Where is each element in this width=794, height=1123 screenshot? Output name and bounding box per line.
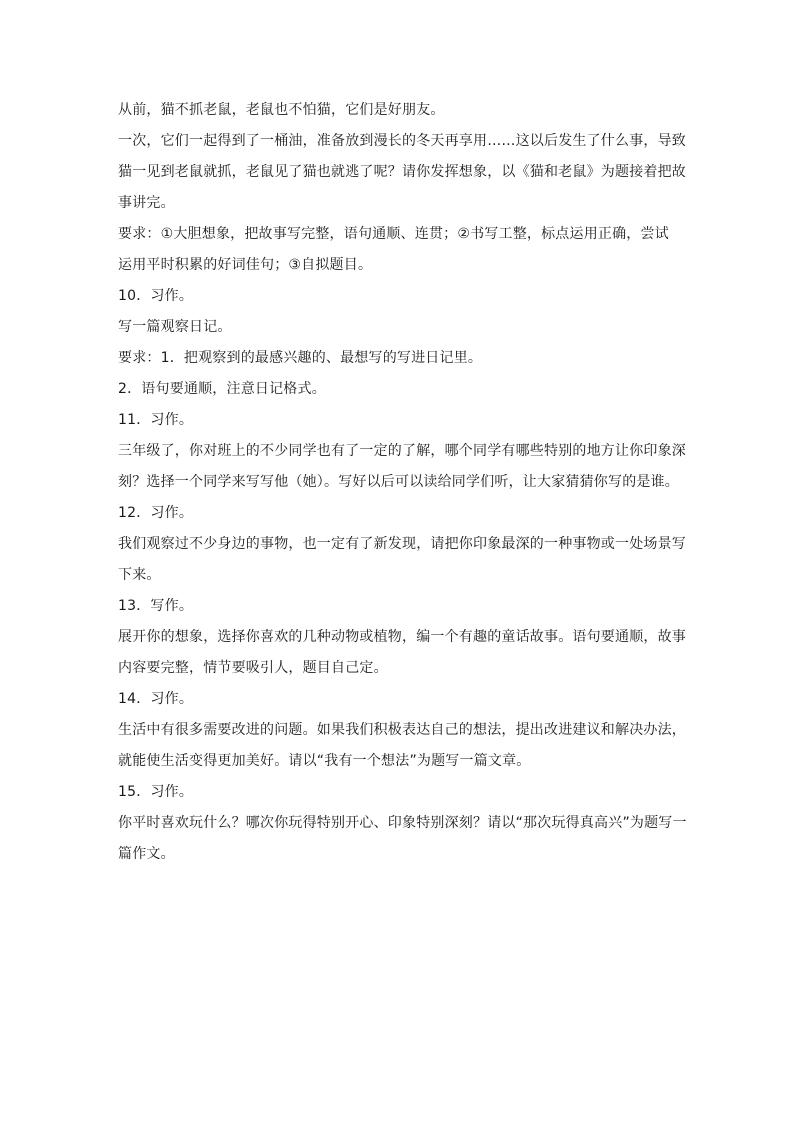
text-line: 三年级了，你对班上的不少同学也有了一定的了解，哪个同学有哪些特别的地方让你印象深: [118, 443, 686, 459]
text-line: 刻？选择一个同学来写写他（她）。写好以后可以读给同学们听，让大家猜猜你写的是谁。: [118, 474, 679, 490]
text-line: 要求：1．把观察到的最感兴趣的、最想写的写进日记里。: [118, 350, 483, 366]
text-line: 运用平时积累的好词佳句；③自拟题目。: [118, 257, 373, 273]
text-line: 下来。: [118, 567, 161, 583]
question-heading: 14．习作。: [118, 691, 194, 707]
question-heading: 11．习作。: [118, 412, 194, 428]
text-line: 事讲完。: [118, 195, 175, 211]
text-line: 2．语句要通顺，注意日记格式。: [118, 381, 326, 397]
text-line: 我们观察过不少身边的事物，也一定有了新发现，请把你印象最深的一种事物或一处场景写: [118, 536, 686, 552]
text-line: 写一篇观察日记。: [118, 319, 232, 335]
text-line: 生活中有很多需要改进的问题。如果我们积极表达自己的想法，提出改进建议和解决办法，: [118, 722, 686, 738]
text-line: 要求：①大胆想象，把故事写完整，语句通顺、连贯；②书写工整，标点运用正确，尝试: [118, 226, 669, 242]
text-line: 一次，它们一起得到了一桶油，准备放到漫长的冬天再享用……这以后发生了什么事，导致: [118, 133, 686, 149]
text-line: 你平时喜欢玩什么？哪次你玩得特别开心、印象特别深刻？请以“那次玩得真高兴”为题写一: [118, 815, 687, 831]
text-line: 从前，猫不抓老鼠，老鼠也不怕猫，它们是好朋友。: [118, 102, 445, 118]
question-heading: 10．习作。: [118, 288, 194, 304]
text-line: 内容要完整，情节要吸引人，题目自己定。: [118, 660, 388, 676]
text-line: 展开你的想象，选择你喜欢的几种动物或植物，编一个有趣的童话故事。语句要通顺，故事: [118, 629, 686, 645]
question-heading: 15．习作。: [118, 784, 194, 800]
document-page: [118, 100, 688, 875]
question-heading: 12．习作。: [118, 505, 194, 521]
text-line: 篇作文。: [118, 846, 175, 862]
text-line: 就能使生活变得更加美好。请以“我有一个想法”为题写一篇文章。: [118, 753, 531, 769]
text-line: 猫一见到老鼠就抓，老鼠见了猫也就逃了呢？请你发挥想象，以《猫和老鼠》为题接着把故: [118, 164, 686, 180]
question-heading: 13．写作。: [118, 598, 194, 614]
